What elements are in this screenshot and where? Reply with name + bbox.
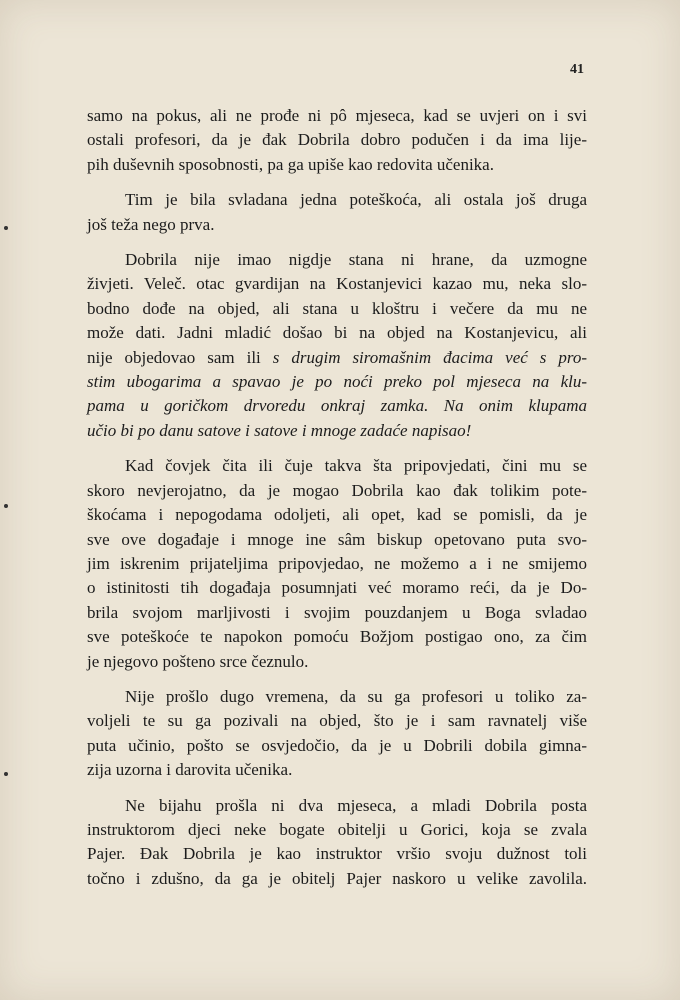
text-line: je njegovo pošteno srce čeznulo. [87,651,309,671]
italic-text: s drugim siromašnim đacima već s pro- [272,347,587,367]
text-line: pama u goričkom drvoredu onkraj zamka. Na onim klupama [87,396,587,416]
text-line: Ne bijahu prošla ni dva mjeseca, a mladi Dobrila posta [125,795,587,815]
text-line: škoćama i nepogodama odoljeti, ali opet, kad se pomisli, da je [87,505,587,525]
text-line: može dati. Jadni mladić došao bi na objed na Kostanjevicu, ali [87,323,587,343]
text-line: ostali profesori, da je đak Dobrila dobro podučen i da ima lije- [87,130,587,150]
text-line: samo na pokus, ali ne prođe ni pô mjeseca, kad se uvjeri on i svi [87,106,587,125]
text-line: učio bi po danu satove i satove i mnoge zadaće napisao! [87,420,472,440]
body-text [87,104,587,891]
paragraph-5 [87,685,587,783]
text-line [87,346,587,370]
margin-speck [4,226,8,230]
text-line: Kad čovjek čita ili čuje takva šta pripovjedati, čini mu se [125,456,587,476]
text-line: instruktorom djeci neke bogate obitelji u Gorici, koja se zvala [87,819,587,839]
page-number: 41 [570,62,584,77]
text-line: Tim je bila svladana jedna poteškoća, ali ostala još druga [125,190,587,210]
text-line: sve ove događaje i mnoge ine sâm biskup opetovano puta svo- [87,529,587,549]
margin-speck [4,504,8,508]
text-line-start: nije objedovao sam ili [87,347,261,367]
paragraph-6 [87,794,587,892]
text-line: Nije prošlo dugo vremena, da su ga profesori u toliko za- [125,686,587,706]
text-line: o istinitosti tih događaja posumnjati već moramo reći, da je Do- [87,578,587,598]
margin-speck [4,772,8,776]
paragraph-3 [87,248,587,443]
text-line: zija uzorna i darovita učenika. [87,760,293,780]
text-line: još teža nego prva. [87,214,215,234]
text-line: jim iskrenim prijateljima pripovjedao, ne možemo a i ne smijemo [87,553,587,573]
paragraph-1 [87,104,587,177]
text-line: voljeli te su ga pozivali na objed, što je i sam ravnatelj više [87,711,587,731]
text-line: sve poteškoće te napokon pomoću Božjom postigao ono, za čim [87,627,587,647]
text-line: Dobrila nije imao nigdje stana ni hrane, da uzmogne [125,250,587,270]
paragraph-4 [87,454,587,674]
text-line: pih duševnih sposobnosti, pa ga upiše kao redovita učenika. [87,154,494,174]
text-line: stim ubogarima a spavao je po noći preko pol mjeseca na klu- [87,372,587,392]
text-line: puta učinio, pošto se osvjedočio, da je u Dobrili dobila gimna- [87,735,587,755]
text-line: živjeti. Veleč. otac gvardijan na Kostanjevici kazao mu, neka slo- [87,274,587,294]
text-line: Pajer. Đak Dobrila je kao instruktor vršio svoju dužnost toli [87,844,587,864]
paragraph-2 [87,188,587,237]
text-line: brila svojom marljivosti i svojim pouzdanjem u Boga svladao [87,602,587,622]
text-line: točno i zdušno, da ga je obitelj Pajer naskoro u velike zavolila. [87,868,587,888]
text-line: skoro nevjerojatno, da je mogao Dobrila kao đak tolikim pote- [87,480,587,500]
text-line: bodno dođe na objed, ali stana u kloštru i večere da mu ne [87,298,587,318]
